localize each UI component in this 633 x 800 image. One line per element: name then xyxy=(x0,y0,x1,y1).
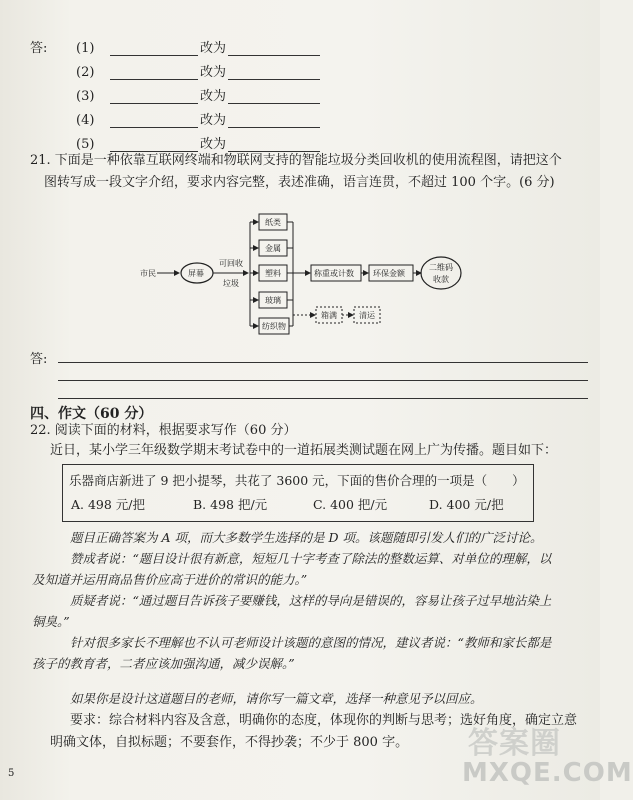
material-text xyxy=(32,527,590,674)
requirements-line-2: 明确文体，自拟标题；不要套作，不得抄袭；不少于 800 字。 xyxy=(50,735,409,750)
answer-number: (4) xyxy=(76,113,95,128)
option-d: D. 400 元/把 xyxy=(429,497,504,512)
paragraph: 赞成者说：“题目设计很有新意，短短几十字考查了除法的整数运算、对单位的理解，以 xyxy=(70,551,552,566)
section-title: 四、作文（60 分） xyxy=(30,406,153,422)
correction-blank[interactable] xyxy=(228,41,320,56)
answer-row-5 xyxy=(30,132,320,152)
option-a: A. 498 元/把 xyxy=(71,497,146,512)
svg-text:纸类: 纸类 xyxy=(265,218,281,227)
math-question-box xyxy=(62,464,534,522)
correction-blank[interactable] xyxy=(228,89,320,104)
answer-row-1 xyxy=(30,36,320,56)
change-to-label: 改为 xyxy=(200,113,227,128)
option-c: C. 400 把/元 xyxy=(313,497,388,512)
q21-line-1: 21. 下面是一种依靠互联网终端和物联网支持的智能垃圾分类回收机的使用流程图，请把这个 xyxy=(30,153,562,168)
q21-line-2: 图转写成一段文字介绍，要求内容完整，表述准确，语言连贯，不超过 100 个字。(6 分) xyxy=(44,175,555,190)
question-21 xyxy=(30,150,580,194)
answer-number: (1) xyxy=(76,41,95,56)
answer-number: (2) xyxy=(76,65,95,80)
paragraph: 针对很多家长不理解也不认可老师设计该题的意图的情况，建议者说：“教师和家长都是 xyxy=(70,635,552,650)
answer-blank[interactable] xyxy=(110,113,198,128)
answer-row-3 xyxy=(30,84,320,104)
paragraph: 及知道并运用商品售价应高于进价的常识的能力。” xyxy=(32,572,308,587)
answer-number: (5) xyxy=(76,137,95,152)
svg-text:收款: 收款 xyxy=(433,275,449,284)
paragraph: 铜臭。” xyxy=(32,614,70,629)
change-to-label: 改为 xyxy=(200,41,227,56)
watermark-logo: 答案圈 xyxy=(468,726,561,761)
q22-line-1: 22. 阅读下面的材料，根据要求写作（60 分） xyxy=(30,423,297,438)
requirements-line-1: 要求：综合材料内容及含意，明确你的态度，体现你的判断与思考；选好角度，确定立意 xyxy=(70,713,578,728)
answer-number: (3) xyxy=(76,89,95,104)
answer-line[interactable] xyxy=(58,362,588,363)
answer-line[interactable] xyxy=(58,398,588,399)
svg-text:环保金额: 环保金额 xyxy=(373,269,405,278)
svg-text:清运: 清运 xyxy=(359,311,375,320)
paragraph: 题目正确答案为 A 项，而大多数学生选择的是 D 项。该题随即引发人们的广泛讨论。 xyxy=(70,530,543,545)
svg-text:二维码: 二维码 xyxy=(429,263,453,272)
answer-row-4 xyxy=(30,108,320,128)
svg-text:金属: 金属 xyxy=(265,244,281,253)
answer-blank[interactable] xyxy=(110,65,198,80)
correction-blank[interactable] xyxy=(228,113,320,128)
screen-label: 屏幕 xyxy=(188,269,204,278)
answer-lead: 答: xyxy=(30,41,48,56)
question-stem: 乐器商店新进了 9 把小提琴，共花了 3600 元，下面的售价合理的一项是（ ） xyxy=(69,473,525,488)
recyclable-label-1: 可回收 xyxy=(219,259,243,268)
correction-blank[interactable] xyxy=(228,65,320,80)
answer-lead: 答: xyxy=(30,352,48,367)
svg-text:塑料: 塑料 xyxy=(265,269,281,278)
paragraph: 如果你是设计这道题目的老师，请你写一篇文章，选择一种意见予以回应。 xyxy=(70,691,483,706)
svg-text:箱满: 箱满 xyxy=(321,311,337,320)
watermark-url: MXQE.COM xyxy=(462,758,633,788)
qrcode-node xyxy=(421,257,461,289)
paragraph: 质疑者说：“通过题目告诉孩子要赚钱，这样的导向是错误的，容易让孩子过早地沾染上 xyxy=(70,593,552,608)
recycling-flowchart xyxy=(135,200,465,340)
svg-text:称重或计数: 称重或计数 xyxy=(314,269,354,278)
change-to-label: 改为 xyxy=(200,137,227,152)
q22-line-2: 近日，某小学三年级数学期末考试卷中的一道拓展类测试题在网上广为传播。题目如下： xyxy=(50,443,558,458)
page-number: 5 xyxy=(8,768,15,779)
answer-line[interactable] xyxy=(58,380,588,381)
option-b: B. 498 把/元 xyxy=(193,497,268,512)
answer-blank[interactable] xyxy=(110,89,198,104)
change-to-label: 改为 xyxy=(200,89,227,104)
paragraph: 孩子的教育者，二者应该加强沟通，减少误解。” xyxy=(32,656,295,671)
watermark xyxy=(460,718,633,798)
answer-row-2 xyxy=(30,60,320,80)
svg-text:纺织物: 纺织物 xyxy=(262,322,286,331)
answer-blank[interactable] xyxy=(110,41,198,56)
recyclable-label-2: 垃圾 xyxy=(223,279,239,288)
svg-text:玻璃: 玻璃 xyxy=(265,296,281,305)
citizen-label: 市民 xyxy=(140,269,156,278)
change-to-label: 改为 xyxy=(200,65,227,80)
question-22 xyxy=(30,421,580,461)
